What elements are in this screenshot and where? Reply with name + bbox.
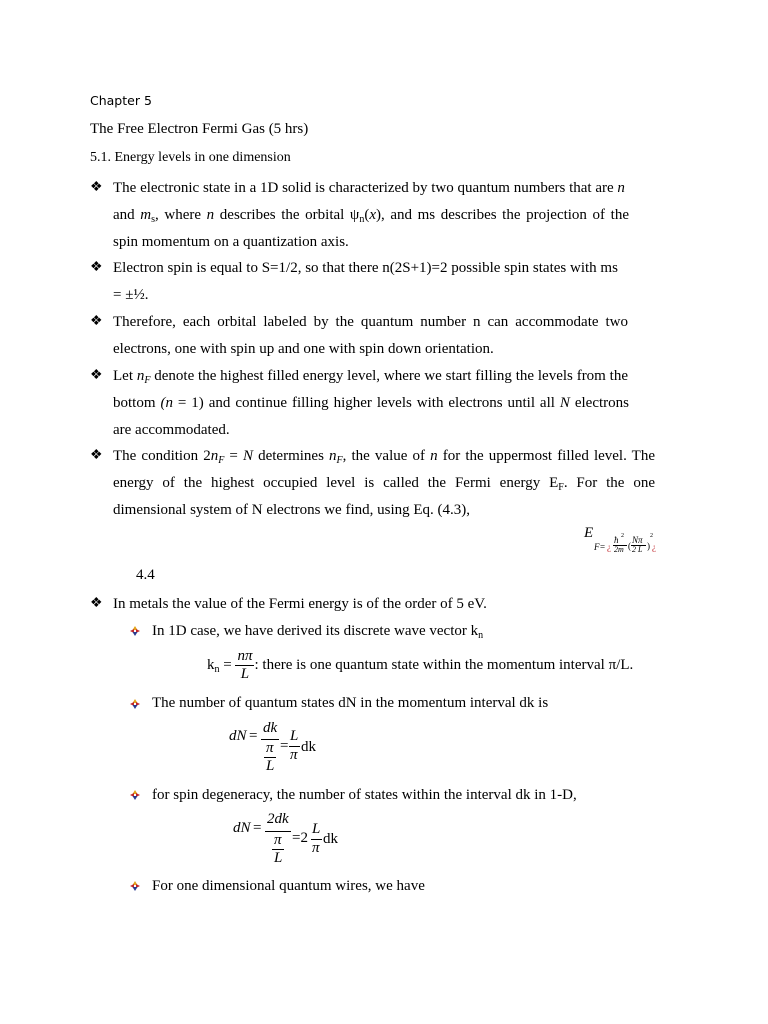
bullet-1-line-2: and $m_s$, where n describes the orbital $\psi_n(x)$, and ms describes the projection of the <box>113 207 629 225</box>
diamond-bullet-icon: ❖ <box>90 596 103 611</box>
arrow-sub-bullet-icon <box>130 699 140 709</box>
bullet-3-line-2: electrons, one with spin up and one with spin down orientation. <box>113 341 494 357</box>
arrow-sub-bullet-icon <box>130 881 140 891</box>
diamond-bullet-icon: ❖ <box>90 260 103 275</box>
states-equation: dN = dk π L = L π dk <box>229 720 316 774</box>
bullet-1-line-1: The electronic state in a 1D solid is characterized by two quantum numbers that are n <box>113 180 625 196</box>
bullet-2-line-1: Electron spin is equal to S=1/2, so that there n(2S+1)=2 possible spin states with ms <box>113 260 618 276</box>
section-heading: 5.1. Energy levels in one dimension <box>90 150 291 165</box>
arrow-sub-bullet-icon <box>130 626 140 636</box>
bullet-5-line-1: The condition $2n_F = N$ determines $n_F$, the value of n for the uppermost filled level. The <box>113 448 656 466</box>
wave-vector-equation: $k_n$ = $\frac{n\pi}{L}$ : there is one quantum state within the momentum interval π/L. <box>207 648 634 682</box>
bullet-1-line-3: spin momentum on a quantization axis. <box>113 234 349 250</box>
diamond-bullet-icon: ❖ <box>90 368 103 383</box>
sub-bullet-4: For one dimensional quantum wires, we have <box>152 878 425 894</box>
spin-states-equation: dN = 2dk π L =2 L π dk <box>233 811 338 866</box>
bullet-4-line-1: Let $n_F$ denote the highest filled energy level, where we start filling the levels from the <box>113 368 628 386</box>
diamond-bullet-icon: ❖ <box>90 314 103 329</box>
sub-bullet-2: The number of quantum states dN in the momentum interval dk is <box>152 695 549 711</box>
chapter-label: Chapter 5 <box>90 93 152 108</box>
bullet-2-line-2: = ±½. <box>113 287 149 303</box>
bullet-4-line-2: bottom (n = 1) and continue filling higher levels with electrons until all N electrons <box>113 395 629 411</box>
bullet-6-line-1: In metals the value of the Fermi energy is of the order of 5 eV. <box>113 596 487 612</box>
arrow-sub-bullet-icon <box>130 790 140 800</box>
bullet-3-line-1: Therefore, each orbital labeled by the quantum number n can accommodate two <box>113 314 628 330</box>
bullet-4-line-3: are accommodated. <box>113 422 230 438</box>
diamond-bullet-icon: ❖ <box>90 180 103 195</box>
fermi-energy-equation: E F = ¿ ħ 2 2m ( Nπ 2 L ) 2 ¿ <box>584 525 656 554</box>
sub-bullet-1: In 1D case, we have derived its discrete wave vector $k_n$ <box>152 623 484 641</box>
chapter-title: The Free Electron Fermi Gas (5 hrs) <box>90 121 309 137</box>
equation-number: 4.4 <box>136 567 155 583</box>
sub-bullet-3: for spin degeneracy, the number of states within the interval dk in 1-D, <box>152 787 577 803</box>
diamond-bullet-icon: ❖ <box>90 448 103 463</box>
bullet-5-line-2: energy of the highest occupied level is called the Fermi energy $E_F$. For the one <box>113 475 655 493</box>
bullet-5-line-3: dimensional system of N electrons we find, using Eq. (4.3), <box>113 502 471 518</box>
